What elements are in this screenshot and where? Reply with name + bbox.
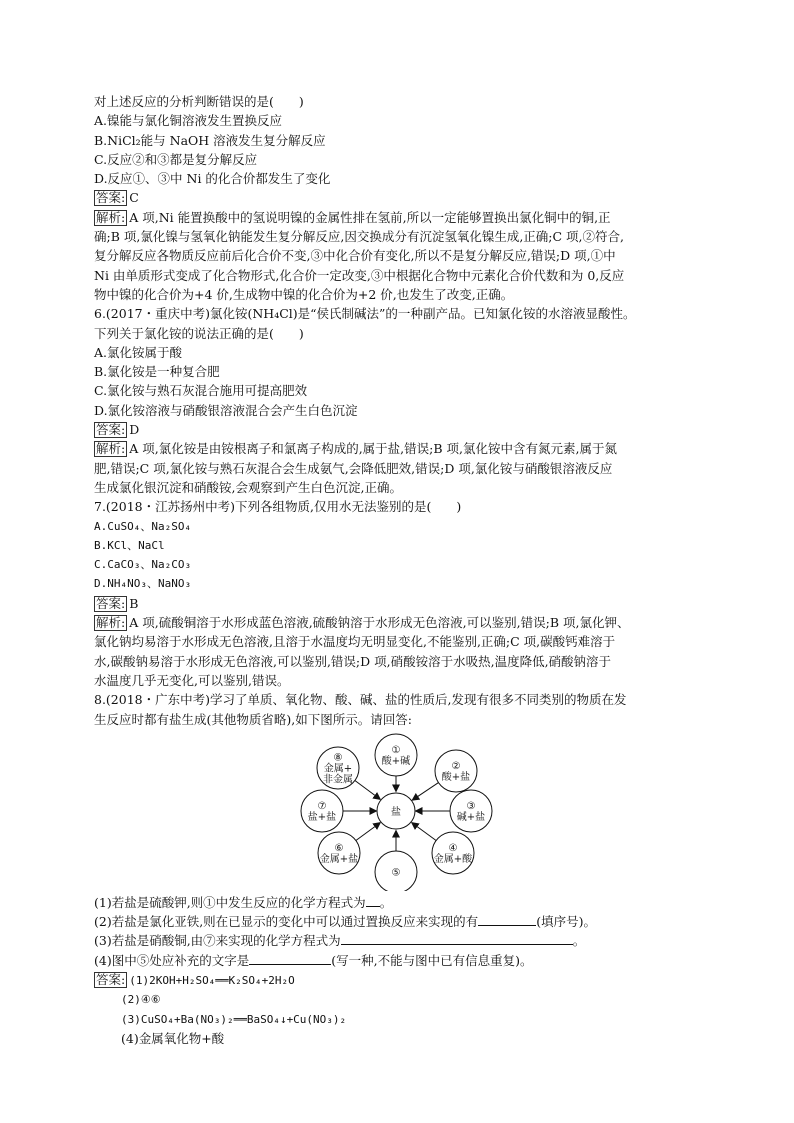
diagram-node-label: 酸+盐 — [441, 771, 471, 783]
q8-question-3-suffix: 。 — [572, 933, 586, 949]
q8-stem: 生反应时都有盐生成(其他物质省略),如下图所示。请回答: — [94, 711, 412, 727]
q8-question-1-suffix: 。 — [379, 894, 393, 910]
diagram-node-label: 金属+盐 — [319, 853, 359, 865]
analysis-label: 解析: — [96, 209, 126, 225]
q5-analysis-text: A 项,Ni 能置换酸中的氢说明镍的金属性排在氢前,所以一定能够置换出氯化铜中的铜,正 — [129, 209, 611, 225]
diagram-node-number: ⑦ — [317, 800, 327, 812]
answer-blank[interactable] — [478, 913, 536, 926]
answer-blank[interactable] — [341, 932, 573, 945]
q6-option-c: C.氯化铵与熟石灰混合施用可提高肥效 — [94, 383, 308, 399]
answer-label: 答案: — [96, 190, 126, 206]
q6-stem: 6.(2017・重庆中考)氯化铵(NH₄Cl)是“侯氏制碱法”的一种副产品。已知氯化铵的水溶液显酸性。 — [94, 306, 636, 322]
q7-answer-line — [94, 594, 714, 613]
q5-analysis-text: 确;B 项,氯化镍与氢氧化钠能发生复分解反应,因交换成分有沉淀氢氧化镍生成,正确;C 项,②符合, — [94, 229, 624, 245]
answer-label: 答案: — [96, 595, 126, 611]
analysis-label: 解析: — [96, 615, 126, 631]
q8-answer-1: (1)2KOH+H₂SO₄══K₂SO₄+2H₂O — [129, 973, 295, 987]
diagram-arrow — [355, 780, 380, 799]
q6-analysis-text: A 项,氯化铵是由铵根离子和氯离子构成的,属于盐,错误;B 项,氯化铵中含有氮元素,属于氮 — [129, 441, 617, 457]
q5-answer-line — [94, 188, 714, 207]
q7-option-a: A.CuSO₄、Na₂SO₄ — [94, 519, 192, 533]
diagram-node-label: 金属+酸 — [433, 853, 473, 865]
q6-answer: D — [129, 422, 140, 438]
q7-option-c: C.CaCO₃、Na₂CO₃ — [94, 558, 192, 572]
q6-analysis-line — [94, 439, 714, 458]
q7-analysis-text: 氯化钠均易溶于水形成无色溶液,且溶于水温度均无明显变化,不能鉴别,正确;C 项,碳酸钙难溶于 — [94, 634, 616, 650]
q6-stem: 下列关于氯化铵的说法正确的是( ) — [94, 325, 304, 341]
q8-answer-line — [94, 970, 714, 990]
answer-label: 答案: — [96, 971, 126, 987]
diagram-arrow — [356, 822, 380, 840]
answer-blank[interactable] — [366, 894, 380, 907]
diagram-node-number: ① — [391, 744, 401, 756]
q8-question-2 — [94, 912, 714, 931]
diagram-arrow — [412, 822, 436, 840]
q7-option-b: B.KCl、NaCl — [94, 538, 165, 552]
q8-question-2-text: (2)若盐是氯化亚铁,则在已显示的变化中可以通过置换反应来实现的有 — [94, 914, 479, 930]
worksheet-page — [94, 92, 714, 1048]
q8-question-1-text: (1)若盐是硫酸钾,则①中发生反应的化学方程式为 — [94, 894, 366, 910]
q8-question-3-text: (3)若盐是硝酸铜,由⑦来实现的化学方程式为 — [94, 933, 341, 949]
q5-analysis-text: 复分解反应各物质反应前后化合价不变,③中化合价有变化,所以不是复分解反应,错误;D 项,①中 — [94, 248, 616, 264]
q8-answer-4: (4)金属氧化物+酸 — [121, 1030, 225, 1046]
q8-question-1 — [94, 893, 714, 912]
q6-answer-line — [94, 420, 714, 439]
q6-option-a: A.氯化铵属于酸 — [94, 344, 183, 360]
q8-answer-3: (3)CuSO₄+Ba(NO₃)₂══BaSO₄↓+Cu(NO₃)₂ — [121, 1012, 347, 1026]
q7-answer: B — [129, 595, 139, 611]
q5-analysis-line — [94, 208, 714, 227]
diagram-center-label: 盐 — [391, 806, 401, 818]
q8-stem: 8.(2018・广东中考)学习了单质、氧化物、酸、碱、盐的性质后,发现有很多不同类别的物质在发 — [94, 692, 627, 708]
q5-option-c: C.反应②和③都是复分解反应 — [94, 151, 258, 167]
diagram-node-number: ② — [451, 760, 461, 772]
q8-question-4 — [94, 951, 714, 970]
diagram-node-number: ⑧ — [333, 752, 343, 764]
q6-analysis-text: 生成氯化银沉淀和硝酸铵,会观察到产生白色沉淀,正确。 — [94, 479, 402, 495]
diagram-node-label: 非金属 — [323, 774, 353, 786]
q5-option-a: A.镍能与氯化铜溶液发生置换反应 — [94, 113, 283, 129]
diagram-node-number: ⑥ — [334, 842, 344, 854]
diagram-node-number: ④ — [448, 842, 458, 854]
salt-reaction-diagram — [294, 733, 504, 891]
q7-option-d: D.NH₄NO₃、NaNO₃ — [94, 577, 192, 591]
q6-option-b: B.氯化铵是一种复合肥 — [94, 364, 220, 380]
q8-question-3 — [94, 931, 714, 950]
q5-option-d: D.反应①、③中 Ni 的化合价都发生了变化 — [94, 171, 331, 187]
q8-answer-2: (2)④⑥ — [121, 993, 161, 1007]
q5-analysis-text: Ni 由单质形式变成了化合物形式,化合价一定改变,③中根据化合物中元素化合价代数和为 0,反应 — [94, 267, 625, 283]
q5-stem: 对上述反应的分析判断错误的是( ) — [94, 94, 304, 109]
q5-option-b: B.NiCl₂能与 NaOH 溶液发生复分解反应 — [94, 132, 326, 148]
diagram-node-label: 碱+盐 — [456, 811, 486, 823]
diagram-arrow — [412, 782, 438, 800]
q7-analysis-line — [94, 613, 714, 632]
answer-blank[interactable] — [249, 952, 331, 965]
q7-stem: 7.(2018・江苏扬州中考)下列各组物质,仅用水无法鉴别的是( ) — [94, 499, 462, 515]
analysis-label: 解析: — [96, 441, 126, 457]
q7-analysis-text: 水温度几乎无变化,可以鉴别,错误。 — [94, 672, 290, 688]
q7-analysis-text: 水,碳酸钠易溶于水形成无色溶液,可以鉴别,错误;D 项,硝酸铵溶于水吸热,温度降低,硝酸钠溶于 — [94, 653, 612, 669]
q8-question-4-text: (4)图中⑤处应补充的文字是 — [94, 952, 250, 968]
diagram-node-label: 盐+盐 — [307, 811, 337, 823]
q7-analysis-text: A 项,硫酸铜溶于水形成蓝色溶液,硫酸钠溶于水形成无色溶液,可以鉴别,错误;B 项,氯化钾、 — [129, 615, 630, 631]
q8-question-2-suffix: (填序号)。 — [536, 914, 596, 930]
q8-question-4-suffix: (写一种,不能与图中已有信息重复)。 — [331, 952, 533, 968]
answer-label: 答案: — [96, 422, 126, 438]
q6-analysis-text: 肥,错误;C 项,氯化铵与熟石灰混合会生成氨气,会降低肥效,错误;D 项,氯化铵与硝酸银溶液反应 — [94, 460, 613, 476]
diagram-node-number: ③ — [466, 800, 476, 812]
q6-option-d: D.氯化铵溶液与硝酸银溶液混合会产生白色沉淀 — [94, 402, 358, 418]
q5-answer: C — [129, 190, 139, 206]
q5-analysis-text: 物中镍的化合价为+4 价,生成物中镍的化合价为+2 价,也发生了改变,正确。 — [94, 286, 514, 302]
diagram-node-label: 金属+ — [323, 763, 353, 775]
diagram-node-number: ⑤ — [391, 867, 401, 879]
diagram-node-label: 酸+碱 — [381, 755, 411, 767]
